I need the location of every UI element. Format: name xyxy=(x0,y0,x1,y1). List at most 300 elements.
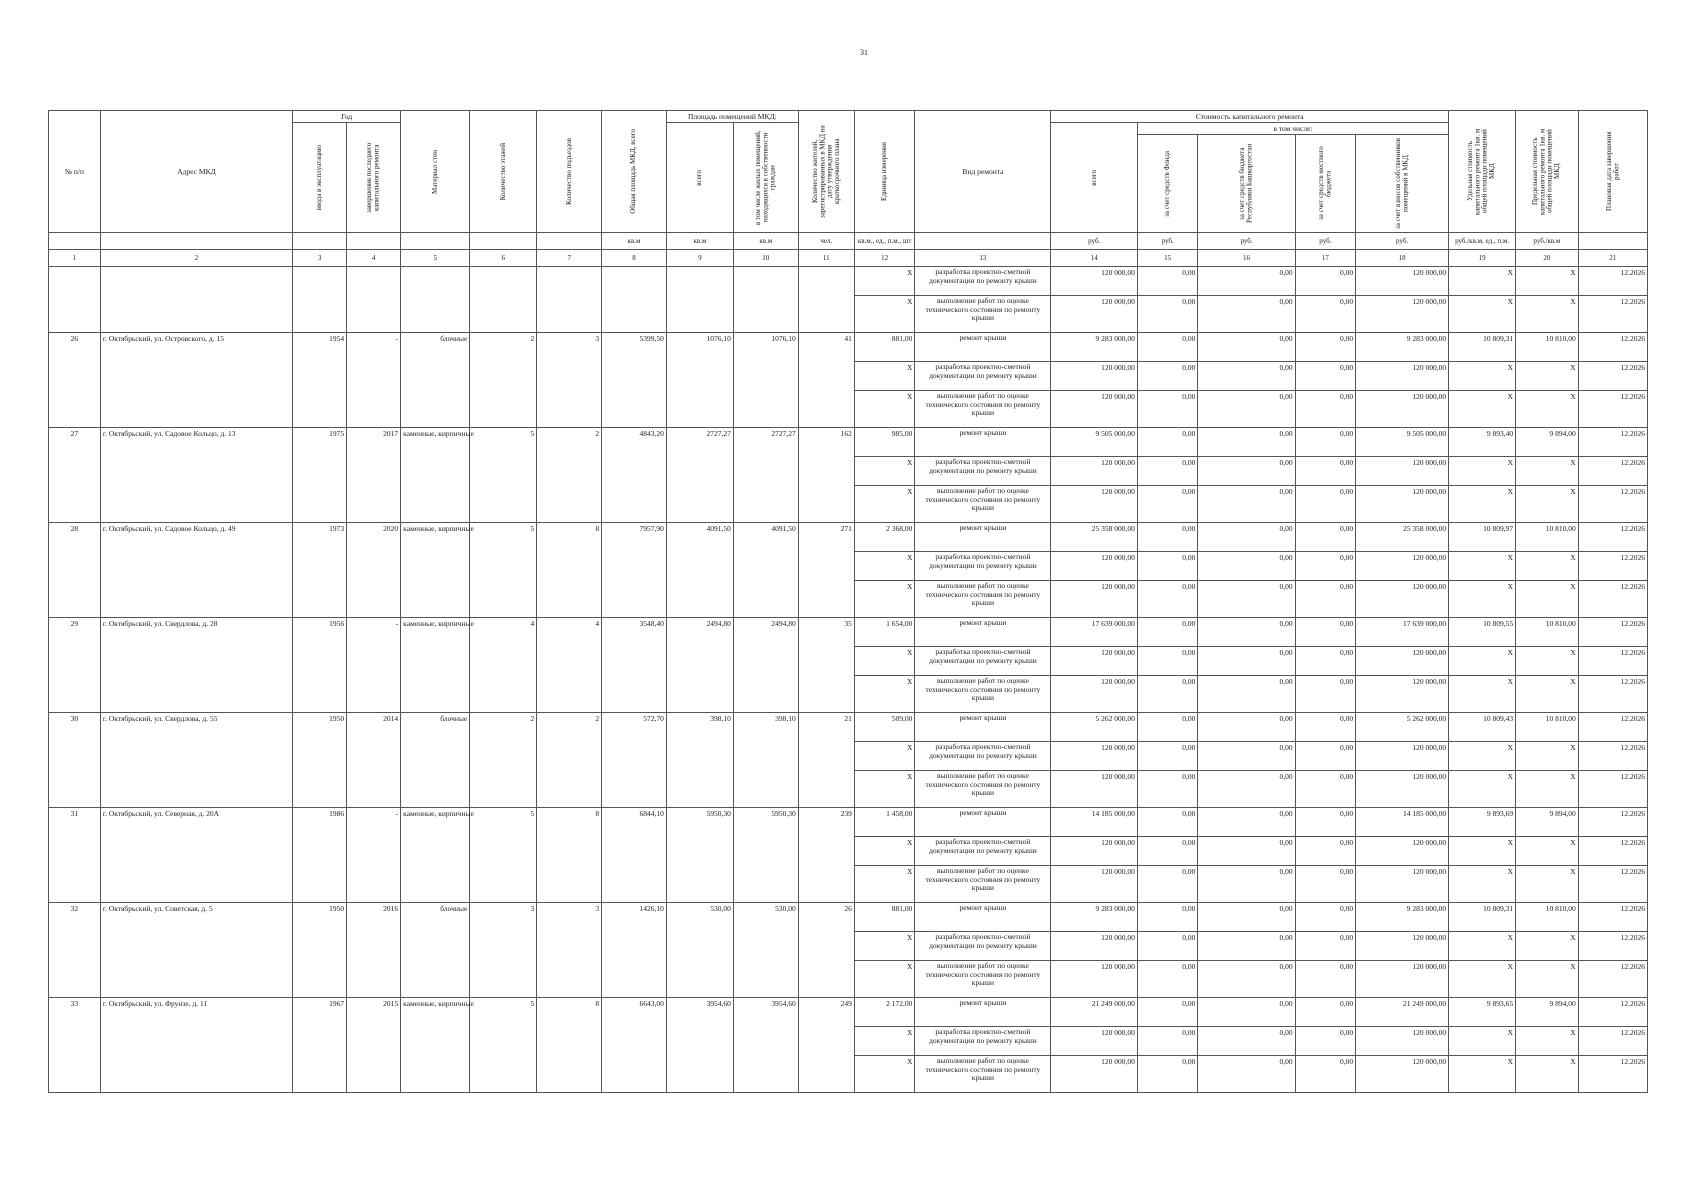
table-cell xyxy=(49,267,101,333)
col-num-header: № п/п xyxy=(49,111,101,233)
table-cell: 0,00 xyxy=(1137,581,1198,618)
table-cell: ремонт крыши xyxy=(915,333,1051,362)
table-cell: 6844,10 xyxy=(602,808,667,903)
table-cell: 120 000,00 xyxy=(1051,771,1137,808)
table-cell: г. Октябрьский, ул. Фрунзе, д. 11 xyxy=(100,998,292,1093)
table-cell: 10 810,00 xyxy=(1516,523,1579,552)
table-row xyxy=(49,267,1648,296)
column-index-cell: 8 xyxy=(602,250,667,267)
column-index-cell: 20 xyxy=(1516,250,1579,267)
table-cell: 0,00 xyxy=(1295,296,1356,333)
table-cell: 7957,90 xyxy=(602,523,667,618)
col-unit-cost-header: Удельная стоимость капитального ремонта 1кв. м общей площади помещений МКД xyxy=(1449,111,1516,233)
table-cell: 120 000,00 xyxy=(1051,362,1137,391)
table-cell: 120 000,00 xyxy=(1051,457,1137,486)
table-cell: 0,00 xyxy=(1198,837,1295,866)
table-cell: 0,00 xyxy=(1295,333,1356,362)
table-cell: 12.2026 xyxy=(1578,523,1647,552)
table-cell: 3954,60 xyxy=(733,998,798,1093)
table-cell: 120 000,00 xyxy=(1051,866,1137,903)
table-cell: X xyxy=(1516,362,1579,391)
col-work-type-header: Вид ремонта xyxy=(915,111,1051,233)
table-cell: 17 639 000,00 xyxy=(1356,618,1449,647)
table-cell: каменные, кирпичные xyxy=(401,523,470,618)
table-cell: 2494,80 xyxy=(666,618,733,713)
table-cell: X xyxy=(1449,1056,1516,1093)
col-entrances-header: Количество подъездов xyxy=(537,111,602,233)
table-cell: 120 000,00 xyxy=(1051,391,1137,428)
table-cell: X xyxy=(1449,391,1516,428)
unit-cell xyxy=(1578,233,1647,250)
table-cell: 0,00 xyxy=(1295,961,1356,998)
table-cell: 41 xyxy=(798,333,854,428)
table-cell: 0,00 xyxy=(1137,647,1198,676)
table-cell: выполнение работ по оценке технического состояния по ремонту крыши xyxy=(915,581,1051,618)
table-cell: 9 894,00 xyxy=(1516,428,1579,457)
table-cell: X xyxy=(1449,866,1516,903)
unit-cell: чел. xyxy=(798,233,854,250)
table-cell: 0,00 xyxy=(1295,1027,1356,1056)
table-cell: 2014 xyxy=(347,713,401,808)
table-cell: 0,00 xyxy=(1295,932,1356,961)
column-index-cell: 2 xyxy=(100,250,292,267)
table-cell: 0,00 xyxy=(1295,903,1356,932)
table-cell: блочные xyxy=(401,713,470,808)
table-cell: X xyxy=(854,1027,915,1056)
table-cell: 1975 xyxy=(293,428,347,523)
column-index-cell: 3 xyxy=(293,250,347,267)
table-cell: г. Октябрьский, ул. Садовое Кольцо, д. 13 xyxy=(100,428,292,523)
table-cell: 2 xyxy=(537,713,602,808)
table-cell: X xyxy=(854,267,915,296)
table-cell: 6643,00 xyxy=(602,998,667,1093)
table-cell: 12.2026 xyxy=(1578,618,1647,647)
table-cell: 120 000,00 xyxy=(1356,676,1449,713)
table-cell: 0,00 xyxy=(1295,676,1356,713)
table-cell: 0,00 xyxy=(1295,428,1356,457)
table-cell: 0,00 xyxy=(1137,1027,1198,1056)
table-cell: 2 xyxy=(537,428,602,523)
table-cell: 0,00 xyxy=(1137,457,1198,486)
table-cell: 120 000,00 xyxy=(1356,771,1449,808)
table-cell: 12.2026 xyxy=(1578,428,1647,457)
table-cell: 5 262 000,00 xyxy=(1051,713,1137,742)
table-cell: 8 xyxy=(537,998,602,1093)
table-cell: 120 000,00 xyxy=(1051,1027,1137,1056)
table-cell: 120 000,00 xyxy=(1051,1056,1137,1093)
table-cell: 27 xyxy=(49,428,101,523)
table-cell: 509,00 xyxy=(854,713,915,742)
unit-cell: кв.м xyxy=(733,233,798,250)
table-cell: 0,00 xyxy=(1137,837,1198,866)
table-cell: 0,00 xyxy=(1198,742,1295,771)
table-cell: 17 639 000,00 xyxy=(1051,618,1137,647)
table-cell: 398,10 xyxy=(733,713,798,808)
table-cell: X xyxy=(1449,742,1516,771)
table-cell: разработка проектно-сметной документации по ремонту крыши xyxy=(915,1027,1051,1056)
table-cell: 120 000,00 xyxy=(1051,742,1137,771)
table-cell: 12.2026 xyxy=(1578,362,1647,391)
table-cell xyxy=(100,267,292,333)
table-cell: 9 894,00 xyxy=(1516,998,1579,1027)
table-cell: 10 810,00 xyxy=(1516,333,1579,362)
table-cell: X xyxy=(1449,362,1516,391)
table-cell: 120 000,00 xyxy=(1356,742,1449,771)
table-cell: ремонт крыши xyxy=(915,903,1051,932)
unit-cell: кв.м., ед., п.м., шт xyxy=(854,233,915,250)
table-cell: 10 809,31 xyxy=(1449,333,1516,362)
col-year-group-header: Год xyxy=(293,111,401,123)
table-cell: 1 654,00 xyxy=(854,618,915,647)
table-cell: 0,00 xyxy=(1198,713,1295,742)
table-cell: 0,00 xyxy=(1295,837,1356,866)
table-cell: 120 000,00 xyxy=(1051,552,1137,581)
table-cell: X xyxy=(854,961,915,998)
table-cell xyxy=(401,267,470,333)
table-cell: X xyxy=(1516,1056,1579,1093)
table-cell: 33 xyxy=(49,998,101,1093)
column-index-cell: 21 xyxy=(1578,250,1647,267)
table-cell: 249 xyxy=(798,998,854,1093)
table-cell: выполнение работ по оценке технического состояния по ремонту крыши xyxy=(915,296,1051,333)
table-cell: 1950 xyxy=(293,713,347,808)
table-cell: 1986 xyxy=(293,808,347,903)
unit-cell xyxy=(537,233,602,250)
table-cell: 0,00 xyxy=(1295,618,1356,647)
table-cell: 0,00 xyxy=(1295,267,1356,296)
table-cell: 881,00 xyxy=(854,903,915,932)
table-cell: разработка проектно-сметной документации по ремонту крыши xyxy=(915,742,1051,771)
table-cell: 10 810,00 xyxy=(1516,713,1579,742)
table-cell: 120 000,00 xyxy=(1356,647,1449,676)
unit-cell xyxy=(915,233,1051,250)
col-deadline-header: Плановая дата завершения работ xyxy=(1578,111,1647,233)
table-cell: 9 894,00 xyxy=(1516,808,1579,837)
table-cell: г. Октябрьский, ул. Северная, д. 20А xyxy=(100,808,292,903)
table-cell: 572,70 xyxy=(602,713,667,808)
table-cell: X xyxy=(1449,961,1516,998)
table-row xyxy=(49,333,1648,362)
column-index-cell: 4 xyxy=(347,250,401,267)
table-cell: 21 xyxy=(798,713,854,808)
table-cell: каменные, кирпичные xyxy=(401,618,470,713)
table-cell: 0,00 xyxy=(1137,618,1198,647)
table-cell: 1950 xyxy=(293,903,347,998)
table-cell: 12.2026 xyxy=(1578,808,1647,837)
table-cell: 12.2026 xyxy=(1578,486,1647,523)
table-cell: 0,00 xyxy=(1198,523,1295,552)
table-cell: 0,00 xyxy=(1137,808,1198,837)
table-cell: 0,00 xyxy=(1137,713,1198,742)
table-cell xyxy=(733,267,798,333)
table-cell: 0,00 xyxy=(1198,333,1295,362)
table-cell: 120 000,00 xyxy=(1356,391,1449,428)
table-cell: выполнение работ по оценке технического состояния по ремонту крыши xyxy=(915,1056,1051,1093)
table-cell: X xyxy=(1449,486,1516,523)
table-cell: каменные, кирпичные xyxy=(401,428,470,523)
table-cell: 9 283 000,00 xyxy=(1051,903,1137,932)
table-cell: ремонт крыши xyxy=(915,713,1051,742)
table-cell: 120 000,00 xyxy=(1051,961,1137,998)
table-cell: 0,00 xyxy=(1137,267,1198,296)
table-cell: X xyxy=(854,552,915,581)
unit-cell: кв.м xyxy=(602,233,667,250)
table-cell: 120 000,00 xyxy=(1051,676,1137,713)
table-cell: X xyxy=(1516,581,1579,618)
unit-cell: руб. xyxy=(1356,233,1449,250)
table-cell: 162 xyxy=(798,428,854,523)
table-cell: 0,00 xyxy=(1295,457,1356,486)
table-cell: 28 xyxy=(49,523,101,618)
table-cell: 10 809,43 xyxy=(1449,713,1516,742)
table-cell: ремонт крыши xyxy=(915,428,1051,457)
table-cell: разработка проектно-сметной документации по ремонту крыши xyxy=(915,362,1051,391)
col-year-commission-header: ввода в эксплуатацию xyxy=(293,123,347,233)
column-index-cell: 18 xyxy=(1356,250,1449,267)
table-cell: 0,00 xyxy=(1295,713,1356,742)
table-cell: 0,00 xyxy=(1137,903,1198,932)
column-index-cell: 11 xyxy=(798,250,854,267)
col-total-area-header: Общая площадь МКД, всего xyxy=(602,111,667,233)
table-cell: 12.2026 xyxy=(1578,391,1647,428)
col-premises-total-header: всего xyxy=(666,123,733,233)
column-index-cell: 17 xyxy=(1295,250,1356,267)
table-cell: 530,00 xyxy=(733,903,798,998)
unit-cell: руб. xyxy=(1137,233,1198,250)
table-cell: 0,00 xyxy=(1198,618,1295,647)
table-cell: 0,00 xyxy=(1198,552,1295,581)
table-cell: г. Октябрьский, ул. Советская, д. 5 xyxy=(100,903,292,998)
table-cell: 9 505 000,00 xyxy=(1356,428,1449,457)
table-cell: 0,00 xyxy=(1137,866,1198,903)
table-row xyxy=(49,618,1648,647)
table-cell: - xyxy=(347,808,401,903)
table-cell: 2 172,00 xyxy=(854,998,915,1027)
table-cell: X xyxy=(854,932,915,961)
table-cell: X xyxy=(1449,647,1516,676)
table-cell: 12.2026 xyxy=(1578,903,1647,932)
table-cell: 1967 xyxy=(293,998,347,1093)
col-max-cost-header: Предельная стоимость капитального ремонта 1кв. м общей площади помещений МКД xyxy=(1516,111,1579,233)
table-row xyxy=(49,713,1648,742)
table-cell: 31 xyxy=(49,808,101,903)
table-row xyxy=(49,998,1648,1027)
table-cell: 12.2026 xyxy=(1578,742,1647,771)
table-cell: 9 283 000,00 xyxy=(1356,333,1449,362)
column-index-cell: 15 xyxy=(1137,250,1198,267)
table-cell: X xyxy=(1449,932,1516,961)
table-cell: 12.2026 xyxy=(1578,1056,1647,1093)
table-cell: X xyxy=(854,362,915,391)
table-cell xyxy=(666,267,733,333)
table-cell: 985,00 xyxy=(854,428,915,457)
table-cell: 0,00 xyxy=(1198,457,1295,486)
table-cell: выполнение работ по оценке технического состояния по ремонту крыши xyxy=(915,771,1051,808)
col-address-header: Адрес МКД xyxy=(100,111,292,233)
table-cell: 12.2026 xyxy=(1578,961,1647,998)
table-cell: 2017 xyxy=(347,428,401,523)
table-cell: X xyxy=(1516,676,1579,713)
table-cell: выполнение работ по оценке технического состояния по ремонту крыши xyxy=(915,961,1051,998)
col-cost-total-header: всего xyxy=(1051,123,1137,233)
table-cell: 0,00 xyxy=(1198,932,1295,961)
table-cell: 29 xyxy=(49,618,101,713)
table-cell: X xyxy=(854,866,915,903)
table-cell: 12.2026 xyxy=(1578,647,1647,676)
table-cell: 10 810,00 xyxy=(1516,903,1579,932)
table-cell: 0,00 xyxy=(1198,296,1295,333)
table-cell: 881,00 xyxy=(854,333,915,362)
unit-cell: руб. xyxy=(1198,233,1295,250)
table-cell: 5 xyxy=(470,808,537,903)
table-cell: 10 809,97 xyxy=(1449,523,1516,552)
unit-cell xyxy=(347,233,401,250)
table-cell: X xyxy=(1516,457,1579,486)
table-row xyxy=(49,523,1648,552)
table-cell: ремонт крыши xyxy=(915,618,1051,647)
table-cell: 120 000,00 xyxy=(1051,932,1137,961)
table-cell: 0,00 xyxy=(1198,1027,1295,1056)
table-cell: 398,10 xyxy=(666,713,733,808)
table-cell: 4091,50 xyxy=(666,523,733,618)
table-cell: 0,00 xyxy=(1137,771,1198,808)
table-cell: 0,00 xyxy=(1137,932,1198,961)
table-cell: 12.2026 xyxy=(1578,552,1647,581)
col-incl-header: в том числе: xyxy=(1137,123,1448,135)
table-cell xyxy=(537,267,602,333)
table-cell: 0,00 xyxy=(1295,771,1356,808)
table-cell: 120 000,00 xyxy=(1051,837,1137,866)
page-number: 31 xyxy=(860,48,868,57)
table-cell: 12.2026 xyxy=(1578,998,1647,1027)
column-index-cell: 7 xyxy=(537,250,602,267)
column-index-cell: 6 xyxy=(470,250,537,267)
table-cell: 2 xyxy=(470,333,537,428)
table-cell: 12.2026 xyxy=(1578,771,1647,808)
table-cell: 1954 xyxy=(293,333,347,428)
column-index-cell: 14 xyxy=(1051,250,1137,267)
table-cell: 0,00 xyxy=(1137,523,1198,552)
unit-cell: руб./кв.м xyxy=(1516,233,1579,250)
table-cell: 1956 xyxy=(293,618,347,713)
table-cell: 0,00 xyxy=(1137,961,1198,998)
table-cell: 4 xyxy=(537,618,602,713)
table-cell: 0,00 xyxy=(1295,552,1356,581)
table-cell: 5399,50 xyxy=(602,333,667,428)
table-cell: X xyxy=(1516,391,1579,428)
table-cell: 9 893,65 xyxy=(1449,998,1516,1027)
table-cell: X xyxy=(854,391,915,428)
table-cell: 3954,60 xyxy=(666,998,733,1093)
table-cell: 30 xyxy=(49,713,101,808)
table-cell: X xyxy=(1516,742,1579,771)
table-cell: 0,00 xyxy=(1198,961,1295,998)
table-cell: 120 000,00 xyxy=(1356,296,1449,333)
table-cell: 1 458,00 xyxy=(854,808,915,837)
table-cell: 0,00 xyxy=(1137,998,1198,1027)
col-cost-group-header: Стоимость капитального ремонта xyxy=(1051,111,1449,123)
table-cell: X xyxy=(854,457,915,486)
column-index-cell: 13 xyxy=(915,250,1051,267)
table-cell: X xyxy=(1516,837,1579,866)
table-cell: X xyxy=(1449,267,1516,296)
unit-cell: кв.м xyxy=(666,233,733,250)
column-index-row xyxy=(49,250,1648,267)
column-index-cell: 9 xyxy=(666,250,733,267)
col-residents-header: Количество жителей, зарегистрированных в МКД на дату утверждения краткосрочного плана xyxy=(798,111,854,233)
table-cell: 0,00 xyxy=(1198,486,1295,523)
table-cell: 0,00 xyxy=(1198,362,1295,391)
table-cell: блочные xyxy=(401,333,470,428)
table-cell: 120 000,00 xyxy=(1051,647,1137,676)
col-material-header: Материал стен xyxy=(401,111,470,233)
table-cell: 0,00 xyxy=(1137,296,1198,333)
table-cell: X xyxy=(1516,296,1579,333)
table-cell: 0,00 xyxy=(1295,1056,1356,1093)
table-cell: 12.2026 xyxy=(1578,581,1647,618)
table-cell: 2 xyxy=(470,713,537,808)
table-cell: 0,00 xyxy=(1198,903,1295,932)
table-cell: X xyxy=(1449,457,1516,486)
table-cell: 120 000,00 xyxy=(1356,267,1449,296)
table-cell: 12.2026 xyxy=(1578,333,1647,362)
table-cell xyxy=(798,267,854,333)
table-cell: ремонт крыши xyxy=(915,808,1051,837)
table-cell: X xyxy=(854,742,915,771)
table-cell: X xyxy=(1449,581,1516,618)
table-cell: 120 000,00 xyxy=(1051,486,1137,523)
table-cell xyxy=(602,267,667,333)
table-cell: X xyxy=(1449,296,1516,333)
table-cell: 0,00 xyxy=(1295,486,1356,523)
table-cell: 26 xyxy=(49,333,101,428)
unit-cell xyxy=(470,233,537,250)
column-index-cell: 12 xyxy=(854,250,915,267)
table-cell: 3 xyxy=(470,903,537,998)
table-cell: 120 000,00 xyxy=(1356,457,1449,486)
table-cell: 120 000,00 xyxy=(1051,296,1137,333)
table-cell: 9 283 000,00 xyxy=(1356,903,1449,932)
table-cell: разработка проектно-сметной документации по ремонту крыши xyxy=(915,647,1051,676)
unit-cell xyxy=(401,233,470,250)
table-cell: X xyxy=(1516,552,1579,581)
table-cell: 271 xyxy=(798,523,854,618)
table-cell: 8 xyxy=(537,523,602,618)
table-cell: выполнение работ по оценке технического состояния по ремонту крыши xyxy=(915,676,1051,713)
table-cell: 0,00 xyxy=(1198,1056,1295,1093)
table-cell: 5 262 000,00 xyxy=(1356,713,1449,742)
table-cell: 9 505 000,00 xyxy=(1051,428,1137,457)
table-cell: X xyxy=(854,486,915,523)
col-cost-republic-header: за счет средств бюджета Республики Башкортостан xyxy=(1198,135,1295,233)
table-cell: 0,00 xyxy=(1295,808,1356,837)
table-cell: 0,00 xyxy=(1198,267,1295,296)
table-cell: 5 xyxy=(470,428,537,523)
table-cell: 0,00 xyxy=(1137,362,1198,391)
table-cell: 0,00 xyxy=(1198,808,1295,837)
table-cell: 5950,30 xyxy=(733,808,798,903)
table-cell: X xyxy=(1449,552,1516,581)
table-cell: 120 000,00 xyxy=(1356,961,1449,998)
table-cell: 10 810,00 xyxy=(1516,618,1579,647)
table-cell: 0,00 xyxy=(1295,523,1356,552)
table-cell: 4 xyxy=(470,618,537,713)
table-cell: 120 000,00 xyxy=(1356,837,1449,866)
unit-cell: руб. xyxy=(1295,233,1356,250)
table-cell xyxy=(293,267,347,333)
table-cell: X xyxy=(854,296,915,333)
col-cost-fund-header: за счет средств Фонда xyxy=(1137,135,1198,233)
